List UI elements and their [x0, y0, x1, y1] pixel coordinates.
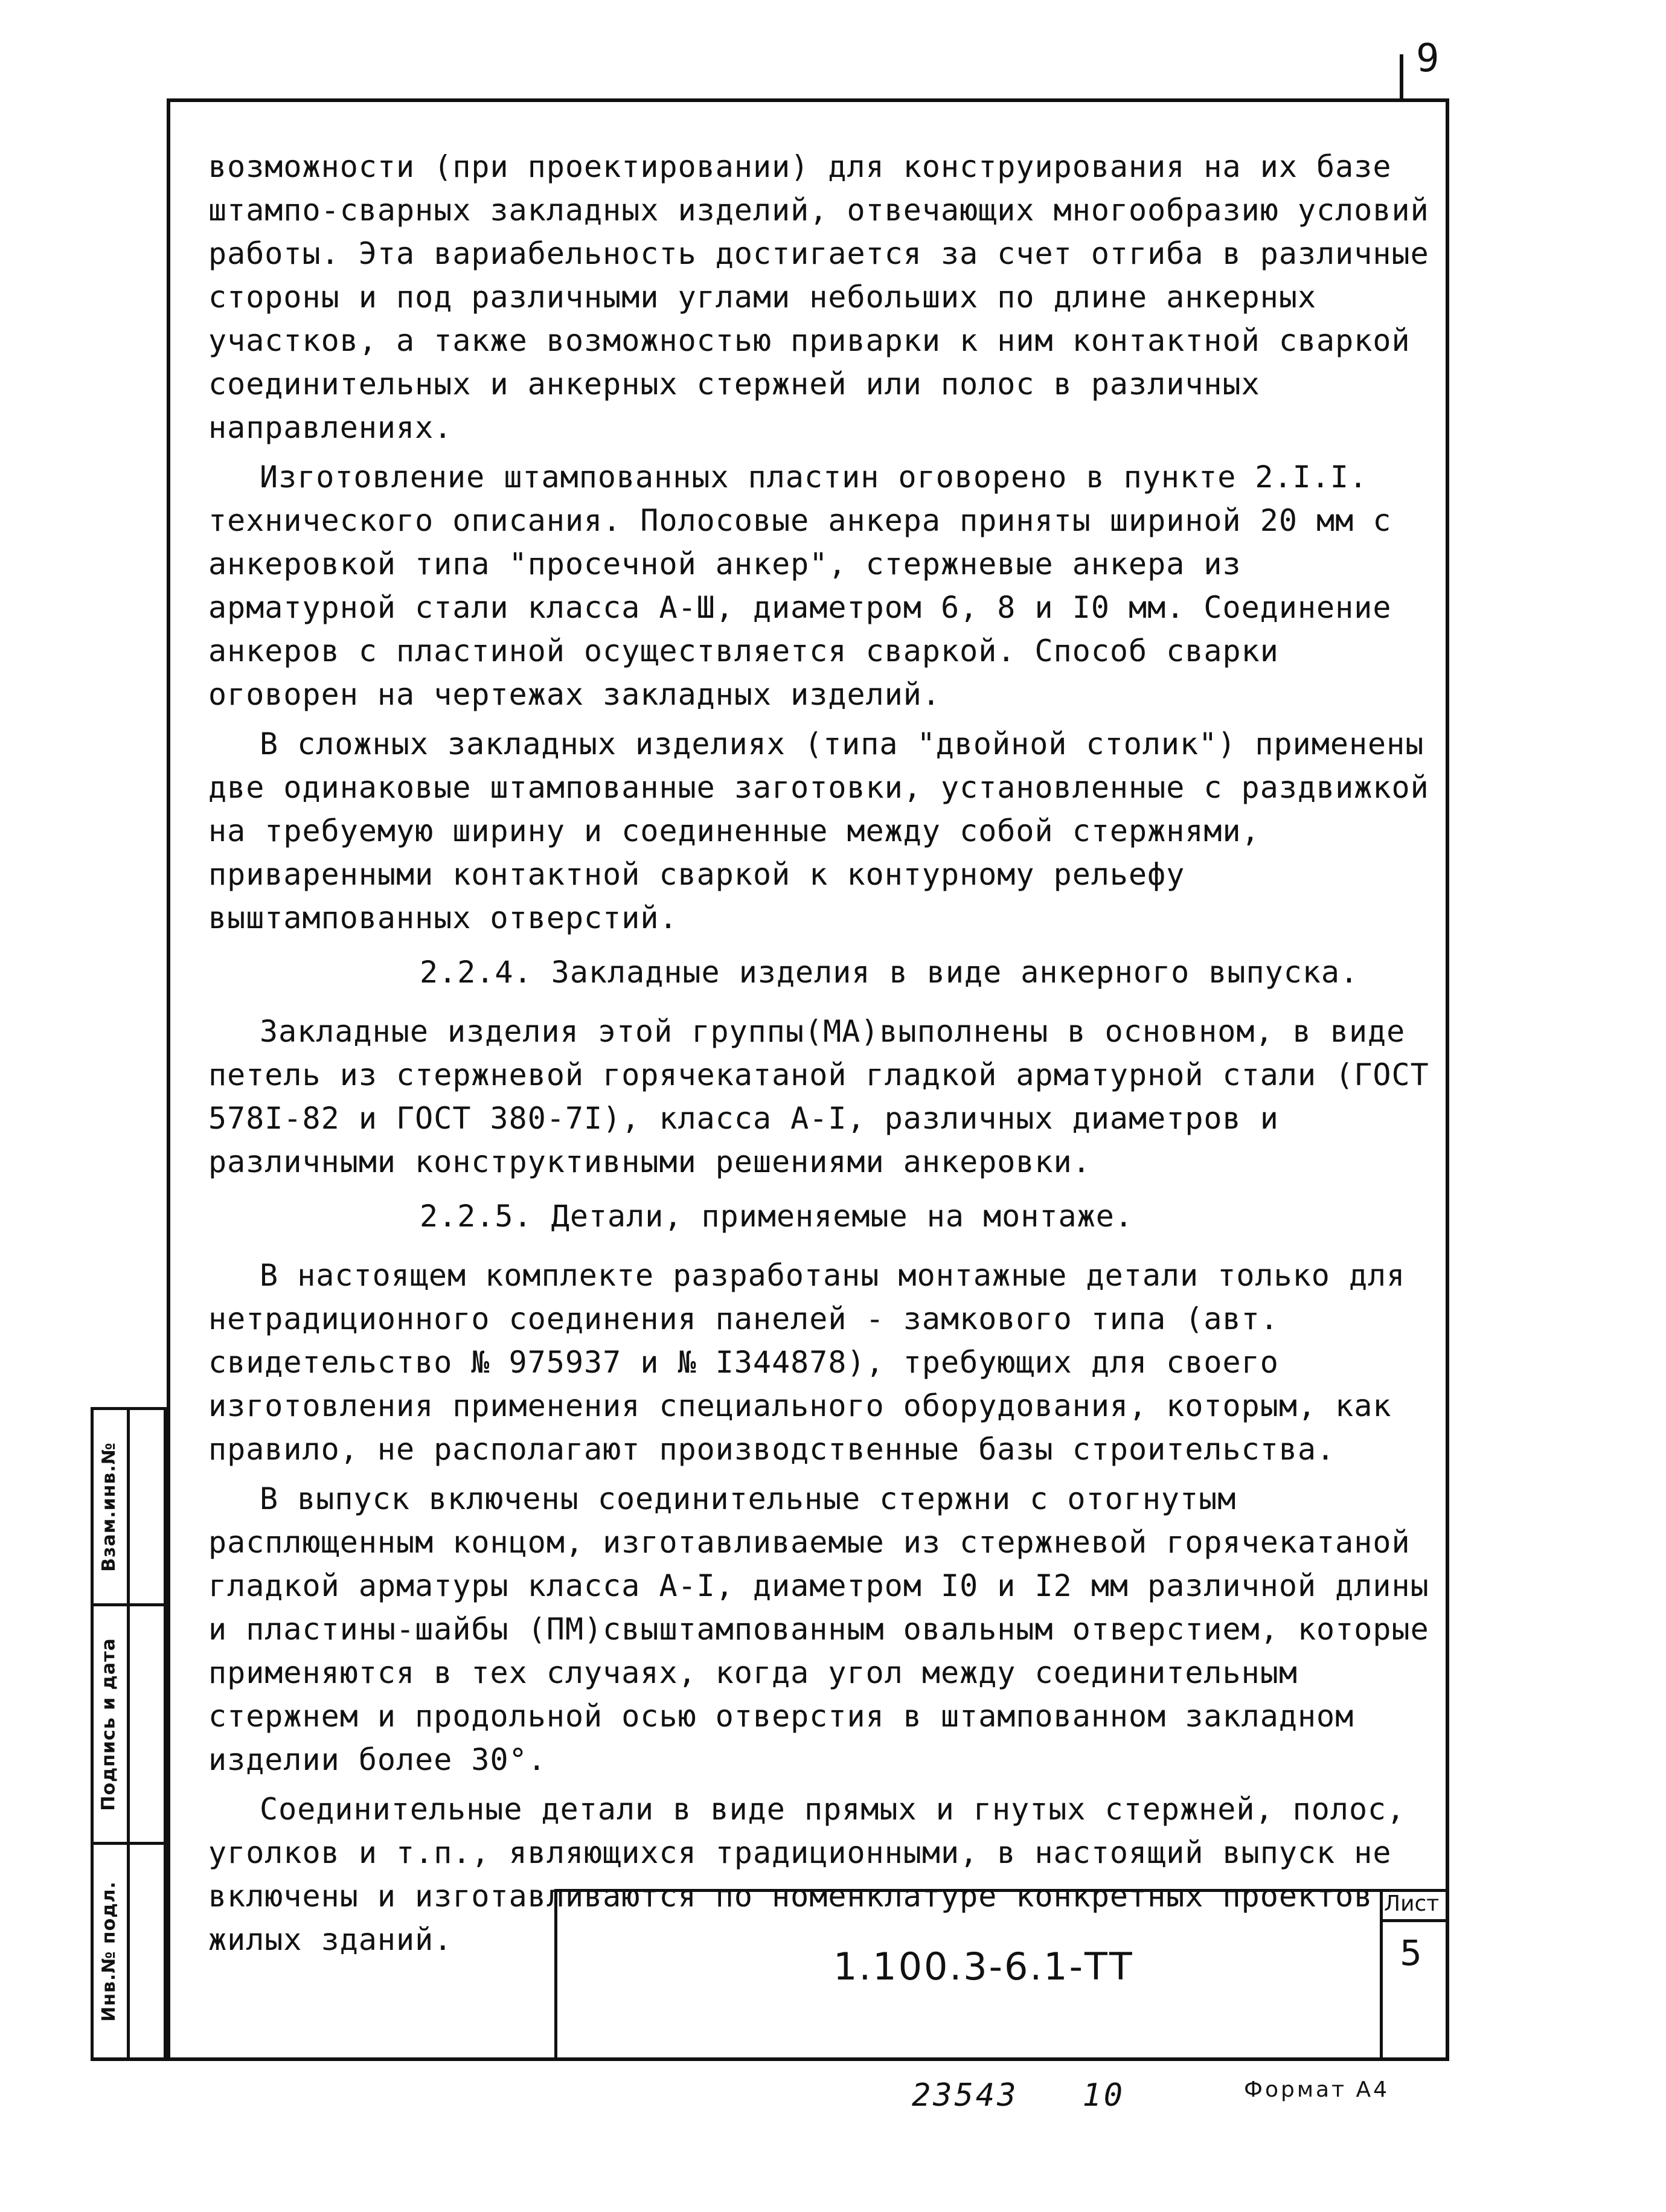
- frame-left-border: [167, 98, 170, 2061]
- side-stamp-field-inventory: Инв.№ подл.: [98, 1880, 120, 2022]
- side-stamp-field-replacement: Взам.инв.№: [98, 1441, 120, 1572]
- sheet-box-divider: [1380, 1919, 1449, 1922]
- paragraph-1: возможности (при проектировании) для конструирования на их базе штампо-сварных закладных изделий, отвечающих многообразию условий работы. Эта вариабельность достигается за счет отгиба в различные стороны и под различными углами небольших по длине анкерных участков, а также возможностью приварки к ним контактной сваркой соединительных и анкерных стержней или полос в различных направлениях.: [208, 149, 1429, 445]
- section-heading-2-2-5: 2.2.5. Детали, применяемые на монтаже.: [420, 1199, 1133, 1234]
- paragraph-2: Изготовление штампованных пластин оговорено в пункте 2.I.I. технического описания. Полосовые анкера приняты шириной 20 мм с анкеровкой типа "просечной анкер", стержневые анкера из арматурной стали класса А-Ш, диаметром 6, 8 и I0 мм. Соединение анкеров с пластиной осуществляется сваркой. Способ сварки оговорен на чертежах закладных изделий.: [208, 460, 1392, 712]
- sheet-label: Лист: [1384, 1891, 1440, 1916]
- corner-page-number: 9: [1416, 36, 1440, 81]
- inventory-number: 23543 10: [912, 2077, 1126, 2114]
- frame-right-border: [1446, 98, 1449, 2061]
- section-heading-2-2-4: 2.2.4. Закладные изделия в виде анкерного выпуска.: [420, 955, 1359, 990]
- paragraph-3: В сложных закладных изделиях (типа "двойной столик") применены две одинаковые штампованные заготовки, установленные с раздвижкой на требуемую ширину и соединенные между собой стержнями, приваренными контактной сваркой к контурному рельефу выштампованных отверстий.: [208, 726, 1429, 935]
- document-code: 1.100.3-6.1-ТТ: [833, 1944, 1134, 1989]
- sheet-number: 5: [1400, 1932, 1422, 1973]
- paragraph-7: Соединительные детали в виде прямых и гнутых стержней, полос, уголков и т.п., являющихся традиционными, в настоящий выпуск не включены и изготавливаются по номенклатуре конкретных проектов жилых зданий.: [208, 1792, 1406, 1957]
- paragraph-6: В выпуск включены соединительные стержни с отогнутым расплющенным концом, изготавливаемые из стержневой горячекатаной гладкой арматуры класса А-I, диаметром I0 и I2 мм различной длины и пластины-шайбы (ПМ)свыштампованным овальным отверстием, которые применяются в тех случаях, когда угол между соединительным стержнем и продольной осью отверстия в штампованном закладном изделии более 30°.: [208, 1481, 1429, 1777]
- side-stamp-column-line: [127, 1407, 130, 2061]
- side-stamp-field-signature: Подпись и дата: [98, 1637, 120, 1811]
- frame-top-border: [167, 98, 1449, 102]
- paragraph-5: В настоящем комплекте разработаны монтажные детали только для нетрадиционного соединения панелей - замкового типа (авт. свидетельство № 975937 и № I344878), требующих для своего изготовления применения специального оборудования, которым, как правило, не располагают производственные базы строительства.: [208, 1258, 1406, 1467]
- document-body: [208, 145, 1443, 1967]
- paper-format: Формат А4: [1244, 2077, 1390, 2102]
- paragraph-4: Закладные изделия этой группы(МА)выполнены в основном, в виде петель из стержневой горячекатаной гладкой арматурной стали (ГОСТ 578I-82 и ГОСТ 380-7I), класса А-I, различных диаметров и различными конструктивными решениями анкеровки.: [208, 1014, 1429, 1179]
- corner-tick: [1400, 54, 1403, 101]
